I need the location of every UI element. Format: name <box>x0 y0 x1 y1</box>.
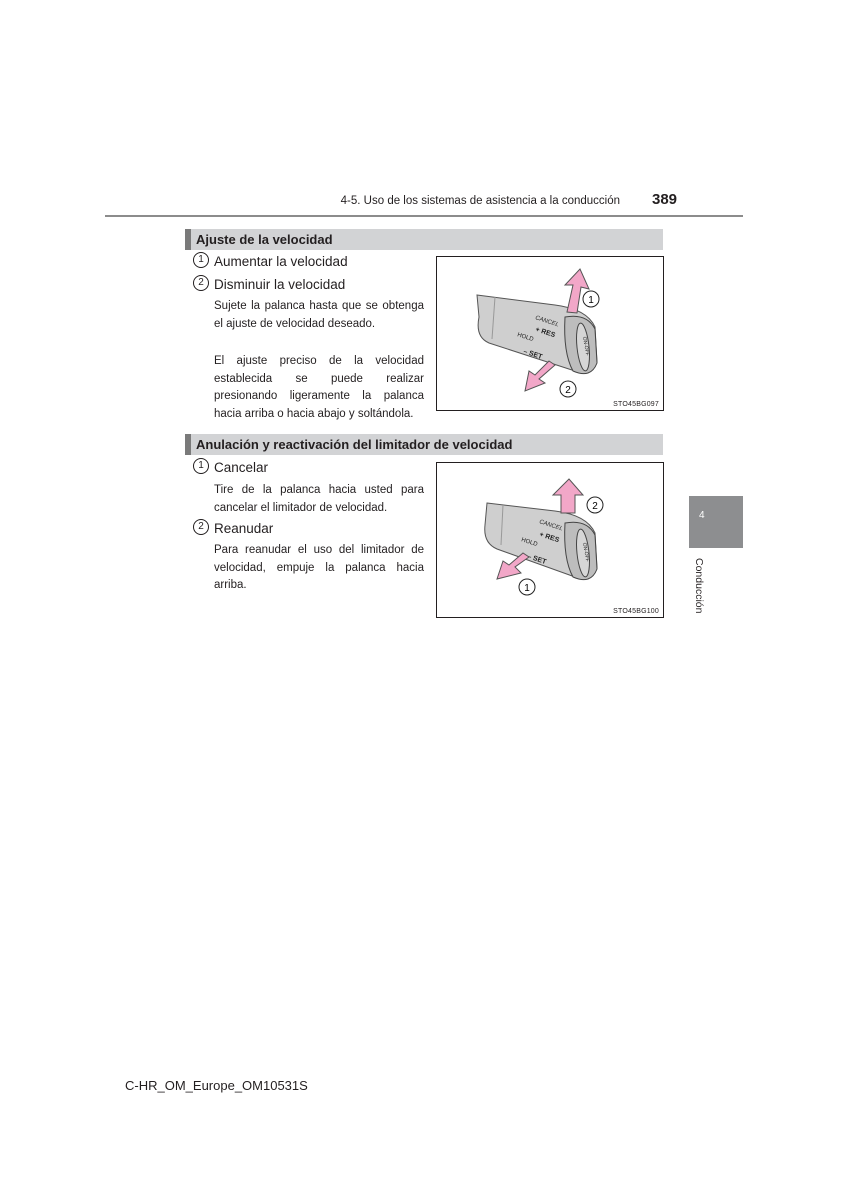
lever-illustration <box>437 257 663 410</box>
page-number: 389 <box>652 191 678 208</box>
section-heading-speed-adjust <box>185 229 663 250</box>
item-label-increase-speed: Aumentar la velocidad <box>214 254 348 269</box>
figure-code: STO45BG100 <box>613 608 659 615</box>
figure-callout-1: 1 <box>524 583 530 594</box>
lever-label-set: – SET <box>522 348 544 361</box>
lever-label-cancel: CANCEL <box>534 315 560 329</box>
figure-lever-speed-adjust <box>436 256 664 411</box>
chapter-tab <box>689 496 743 548</box>
header-rule <box>105 215 743 217</box>
arrow-down-icon <box>525 361 555 391</box>
lever-label-cancel: CANCEL <box>538 519 564 533</box>
section-heading-text: Anulación y reactivación del limitador de velocidad <box>196 437 513 452</box>
paragraph-resume: Para reanudar el uso del limitador de velocidad, empuje la palanca hacia arriba. <box>214 544 424 591</box>
figure-callout-1: 1 <box>588 295 594 306</box>
chapter-number: 4 <box>699 510 705 521</box>
paragraph-hold-lever: Sujete la palanca hasta que se obtenga el ajuste de velocidad deseado. <box>214 300 424 330</box>
lever-label-hold: HOLD <box>520 537 539 549</box>
figure-callout-2: 2 <box>592 501 598 512</box>
item-label-resume: Reanudar <box>214 521 274 536</box>
callout-number-2: 2 <box>193 275 209 291</box>
callout-number-1: 1 <box>193 458 209 474</box>
lever-label-set: – SET <box>526 553 548 566</box>
section-heading-cancel-resume <box>185 434 663 455</box>
lever-label-hold: HOLD <box>516 332 535 344</box>
lever-label-on-off: ON-OFF <box>581 542 591 563</box>
paragraph-cancel: Tire de la palanca hacia usted para cancelar el limitador de velocidad. <box>214 484 424 514</box>
callout-number-1: 1 <box>193 252 209 268</box>
section-heading-text: Ajuste de la velocidad <box>196 232 333 247</box>
item-label-cancel: Cancelar <box>214 460 269 475</box>
document-code: C-HR_OM_Europe_OM10531S <box>125 1078 308 1093</box>
lever-label-on-off: ON-OFF <box>581 336 591 357</box>
callout-number-2: 2 <box>193 519 209 535</box>
paragraph-fine-adjust: El ajuste preciso de la velocidad establecida se puede realizar presionando ligeramente la palanca hacia arriba o hacia abajo y soltándola. <box>214 355 424 420</box>
arrow-up-icon <box>565 269 589 313</box>
lever-label-res: + RES <box>538 531 560 545</box>
item-label-decrease-speed: Disminuir la velocidad <box>214 277 346 292</box>
figure-code: STO45BG097 <box>613 401 659 408</box>
running-header: 4-5. Uso de los sistemas de asistencia a la conducción <box>340 195 620 207</box>
chapter-name: Conducción <box>693 558 705 614</box>
figure-lever-cancel-resume <box>436 462 664 618</box>
figure-callout-2: 2 <box>565 385 571 396</box>
lever-illustration <box>437 463 663 617</box>
arrow-pull-icon <box>497 553 529 579</box>
arrow-up-icon <box>553 479 583 513</box>
lever-label-res: + RES <box>534 326 556 340</box>
